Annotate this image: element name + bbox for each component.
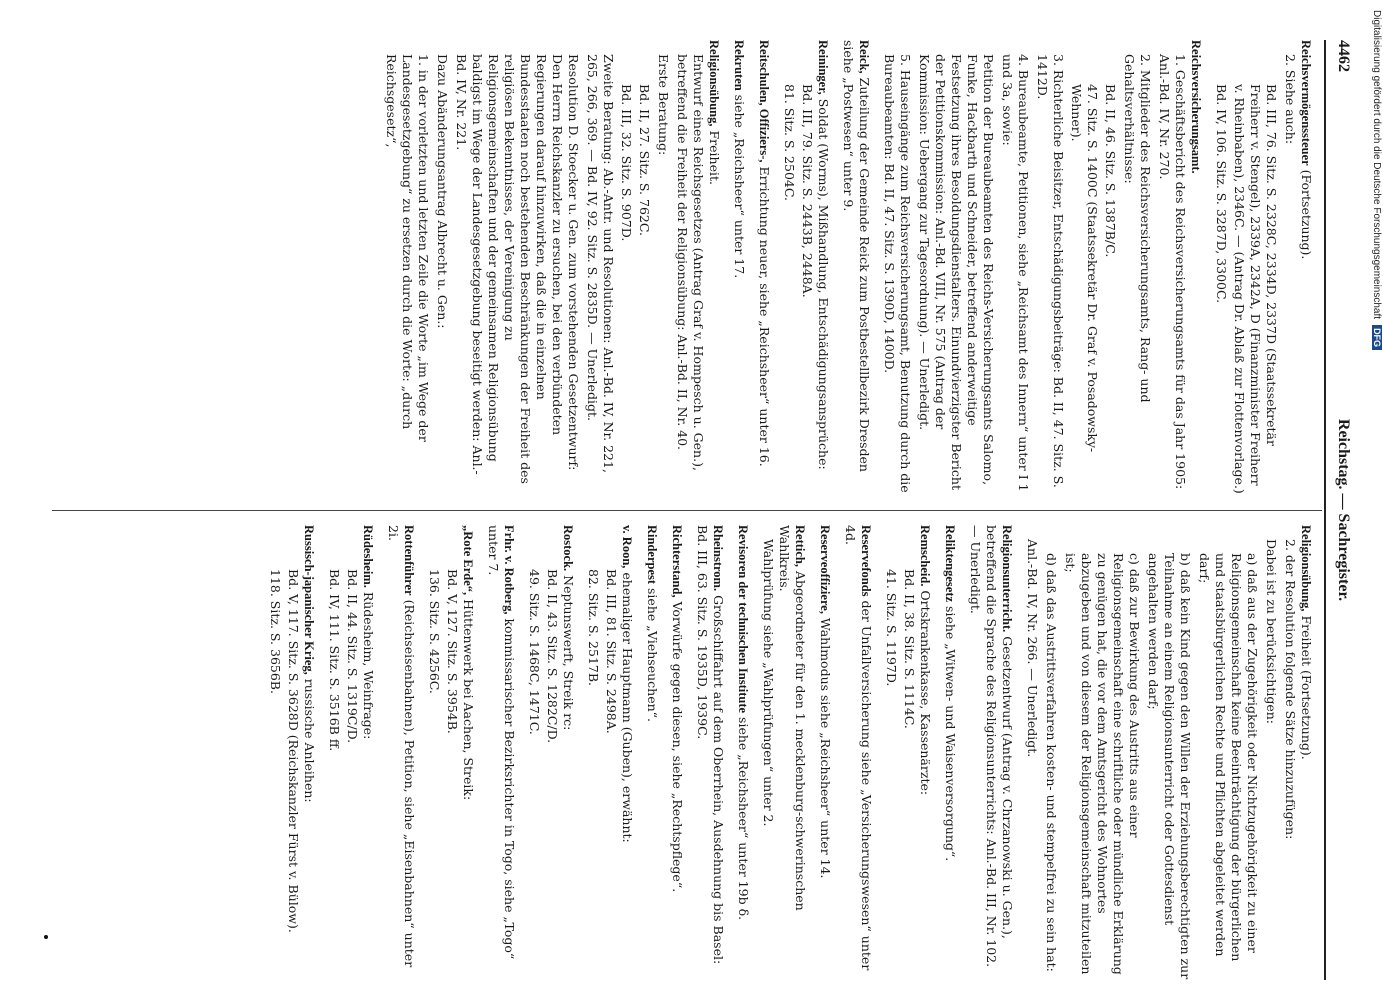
entry-heading-line bbox=[485, 525, 517, 980]
register-entry bbox=[735, 525, 751, 980]
entry-keyword: Religionsübung, bbox=[1299, 525, 1313, 612]
register-entry bbox=[267, 525, 317, 980]
entry-keyword: Revisoren der technischen Institute bbox=[736, 525, 750, 714]
entry-heading-line bbox=[967, 525, 1015, 980]
entry-line: 136. Sitz. S. 4256C. bbox=[427, 569, 442, 694]
entry-description: Neptunswerft, Streik rc: bbox=[561, 571, 576, 731]
entry-heading-line bbox=[694, 525, 726, 980]
entry-line: 81. Sitz. S. 2504C. bbox=[782, 84, 797, 201]
entry-keyword: Religionsunterricht. bbox=[1000, 525, 1014, 633]
register-entry bbox=[731, 40, 747, 495]
register-entry bbox=[585, 525, 635, 980]
entry-line: Bd. III, 32. Sitz. S. 907D. bbox=[619, 84, 634, 242]
dfg-logo-badge: DFG bbox=[1372, 325, 1382, 350]
entry-line: 2. der Resolution folgende Sätze hinzuzufügen: bbox=[1283, 539, 1298, 840]
register-entry bbox=[817, 525, 833, 980]
entry-line: Resolution D. Stoecker u. Gen. zum vorstehenden Gesetzentwurf: Den Herrn Reichskanzler zu ersuchen, bei den verbündeten Regierungen darauf hinzuwirken, daß die in einzelnen Bundesstaaten noch bestehenden Beschränkungen der Freiheit des religiösen Bekenntnisses, der Vereinigung zu Religionsgemeinschaften und der gemeinsamen Religionsübung baldigst im Wege der Landesgesetzgebung beseitigt werden: Anl.-Bd. IV, Nr. 221. bbox=[454, 54, 581, 484]
entry-description: Abgeordneter für den 1. mecklenburg-schwerinschen Wahlkreis. bbox=[777, 525, 808, 911]
entry-heading-line bbox=[776, 525, 808, 980]
column-divider bbox=[52, 510, 1322, 511]
register-entry bbox=[694, 525, 726, 980]
register-entry bbox=[385, 525, 417, 980]
register-page bbox=[40, 40, 1360, 980]
entry-line: c) daß zur Bewirkung des Austritts aus einer Religionsgemeinschaft eine schriftliche oder mündliche Erklärung zu genügen hat, die vor dem Amtsgericht des Wohnortes abzugeben und von diesem der Religionsgemeinschaft mitzuteilen ist; bbox=[1063, 553, 1142, 975]
entry-description: siehe „Reichsheer“ unter 17. bbox=[732, 90, 747, 279]
register-entry bbox=[781, 40, 831, 495]
entry-keyword: Rettich, bbox=[793, 525, 807, 567]
entry-line: Bd. IV, 106. Sitz. S. 3287D, 3300C. bbox=[1214, 84, 1229, 304]
page-number: 4462 bbox=[1335, 40, 1352, 72]
entry-line: Entwurf eines Reichsgesetzes (Antrag Graf v. Hompesch u. Gen.), betreffend die Freiheit der Religionsübung: Anl.-Bd. II, Nr. 40. bbox=[675, 54, 706, 471]
entry-heading-line bbox=[460, 525, 476, 980]
entry-heading-line bbox=[917, 525, 933, 980]
entry-heading-line bbox=[1298, 40, 1314, 495]
entry-line: 47. Sitz. S. 1400C (Staatssekretär Dr. Graf v. Posadowsky-Wehner). bbox=[1069, 84, 1100, 453]
entry-line: Bd. III, 76. Sitz. S. 2328C, 2334D, 2337D (Staatssekretär Freiherr v. Stengel), 2339A, 2342A, D (Finanzminister Freiherr v. Rheinbaben), 2346C. — (Antrag Dr. Ablaß zur Flottenvorlage.) bbox=[1232, 84, 1279, 494]
entry-description: ehemaliger Hauptmann (Guben), erwähnt: bbox=[620, 568, 635, 843]
page-header bbox=[1324, 40, 1360, 980]
entry-line: 82. Sitz. S. 2517B. bbox=[586, 569, 601, 687]
entry-description: siehe „Viehseuchen“. bbox=[645, 584, 660, 723]
entry-heading-line bbox=[619, 525, 635, 980]
entry-keyword: Richterstand, bbox=[670, 525, 684, 598]
entry-heading-line bbox=[301, 525, 317, 980]
register-entry bbox=[644, 525, 660, 980]
entry-keyword: Rüdesheim. bbox=[361, 525, 375, 588]
entry-line: a) daß aus der Zugehörigkeit oder Nichtzugehörigkeit zu einer Religionsgemeinschaft keine Beeinträchtigung der bürgerlichen und staatsbürgerlichen Rechte und Pflichten abgeleitet werden darf; bbox=[1197, 553, 1260, 962]
entry-line: Bd. III, 81. Sitz. S. 2498A. bbox=[604, 569, 619, 734]
entry-description: russische Anleihen: bbox=[302, 674, 317, 803]
entry-description: siehe „Reichsheer“ unter 19b δ. bbox=[736, 713, 751, 921]
register-entry bbox=[840, 40, 872, 495]
entry-heading-line bbox=[644, 525, 660, 980]
entry-line: Bd. II, 38. Sitz. S. 1114C. bbox=[902, 569, 917, 729]
entry-keyword: Frhr. v. Rotberg, bbox=[502, 525, 516, 615]
entry-description: Gesetzentwurf (Antrag v. Chrzanowski u. Gen.), betreffend die Sprache des Religionsunterrichts: Anl.-Bd. III, Nr. 102. — Unerledigt. bbox=[968, 525, 1015, 968]
entry-line: 1. Geschäftsbericht des Reichsversicherungsamts für das Jahr 1905: Anl.-Bd. IV, Nr. 270. bbox=[1157, 54, 1188, 490]
entry-keyword: v. Roon, bbox=[620, 525, 634, 569]
entry-keyword: Reininger, bbox=[816, 40, 830, 95]
entry-keyword: Rottenführer bbox=[402, 525, 416, 596]
entry-line: Bd. IV, 111. Sitz. S. 3516B ff. bbox=[327, 569, 342, 752]
entry-heading-line bbox=[385, 525, 417, 980]
entry-keyword: Reitschulen, Offiziers-, bbox=[757, 40, 771, 163]
entry-heading-line bbox=[560, 525, 576, 980]
register-entry bbox=[526, 525, 576, 980]
register-entry bbox=[1024, 525, 1314, 980]
entry-line: Dabei ist zu berücksichtigen: bbox=[1264, 539, 1279, 725]
register-entry bbox=[326, 525, 376, 980]
entry-description: Freiheit. bbox=[707, 126, 722, 185]
register-entry bbox=[756, 40, 772, 495]
entry-line: Bd. V, 127. Sitz. S. 3954B. bbox=[445, 569, 460, 734]
entry-keyword: Rheinstrom. bbox=[711, 525, 725, 592]
entry-keyword: Reliktengesetz bbox=[943, 525, 957, 603]
entry-description: Freiheit (Fortsetzung). bbox=[1299, 611, 1314, 760]
entry-description: der Unfallversicherung siehe „Versicherungswesen“ unter 4d. bbox=[843, 525, 874, 971]
register-entry bbox=[1213, 40, 1314, 495]
entry-line: Bd. III, 79. Sitz. S. 2443B, 2448A. bbox=[800, 84, 815, 298]
rotated-page-frame bbox=[40, 40, 1360, 980]
entry-line: 2. Siehe auch: bbox=[1283, 54, 1298, 145]
entry-heading-line bbox=[840, 40, 872, 495]
entry-description: Rüdesheim, Weinfrage: bbox=[361, 587, 376, 740]
register-entry bbox=[942, 525, 958, 980]
entry-keyword: Reick, bbox=[857, 40, 871, 74]
entry-description: kommissarischer Bezirksrichter in Togo, siehe „Togo“ unter 7. bbox=[486, 525, 517, 960]
entry-line: 41. Sitz. S. 1197D. bbox=[884, 569, 899, 687]
register-entry bbox=[485, 525, 517, 980]
entry-line: 3. Richterliche Beisitzer, Entschädigungsbeiträge: Bd. II, 47. Sitz. S. 1412D. bbox=[1035, 54, 1066, 488]
register-entry bbox=[426, 525, 476, 980]
entry-line: 1. in der vorletzten und letzten Zeile die Worte „im Wege der Landesgesetzgebung“ zu ersetzen durch die Worte: „durch Reichsgesetz“, bbox=[384, 54, 431, 442]
entry-keyword: Reichsvermögenssteuer bbox=[1299, 40, 1313, 166]
entry-line: 118. Sitz. S. 3656B. bbox=[268, 569, 283, 694]
entry-line: Petition der Bureaubeamten des Reichs-Versicherungsamts Salomo, Funke, Hackbarth und Schneider, betreffend anderweitige Festsetzung ihres Besoldungsdienstalters. Einundvierzigster Bericht der Petitionskommission: Anl.-Bd. VIII, Nr. 575 (Antrag der Kommission: Uebergang zur Tagesordnung). — Unerledigt. bbox=[917, 54, 996, 490]
entry-line: Dazu Abänderungsantrag Albrecht u. Gen.: bbox=[435, 54, 450, 329]
entry-line: 2. Mitglieder des Reichsversicherungsamts, Rang- und Gehaltsverhältnisse: bbox=[1122, 54, 1153, 403]
register-entry bbox=[760, 525, 808, 980]
entry-line: 49. Sitz. S. 1468C, 1471C. bbox=[527, 569, 542, 735]
entry-heading-line bbox=[669, 525, 685, 980]
entry-heading-line bbox=[817, 525, 833, 980]
entry-keyword: Rinderpest bbox=[645, 525, 659, 585]
entry-heading-line bbox=[360, 525, 376, 980]
entry-keyword: Reservefonds bbox=[859, 525, 873, 597]
digitization-credit bbox=[1366, 10, 1382, 990]
entry-description: Hüttenwerk bei Aachen, Streik: bbox=[461, 595, 476, 801]
entry-description: Ortskrankenkasse, Kassenärzte: bbox=[918, 586, 933, 796]
register-entry bbox=[842, 525, 874, 980]
entry-heading-line bbox=[731, 40, 747, 495]
entry-description: Errichtung neuer, siehe „Reichsheer“ unter 16. bbox=[757, 162, 772, 467]
entry-heading-line bbox=[942, 525, 958, 980]
entry-line: Bd. V, 117. Sitz. S. 3628D (Reichskanzler Fürst v. Bülow). bbox=[286, 569, 301, 933]
entry-heading-line bbox=[815, 40, 831, 495]
entry-heading-line bbox=[1298, 525, 1314, 980]
entry-line: b) daß kein Kind gegen den Willen der Erziehungsberechtigten zur Teilnahme an einem Religionsunterricht oder Gottesdienst angehalten werden darf; bbox=[1146, 553, 1193, 980]
entry-line: Bd. II, 27. Sitz. S. 762C. bbox=[637, 84, 652, 236]
register-entry bbox=[669, 525, 685, 980]
entry-description: Zuteilung der Gemeinde Reick zum Postbestellbezirk Dresden siehe „Postwesen“ unter 9. bbox=[841, 40, 872, 472]
entry-description: Großschiffahrt auf dem Oberrhein, Ausdehnung bis Basel: Bd. III, 63. Sitz. S. 1935D, 1939C. bbox=[695, 525, 726, 965]
entry-line: Zweite Beratung: Ab.-Antr. und Resolutionen: Anl.-Bd. IV, Nr. 221, 265, 266, 369. — Bd. IV, 92. Sitz. S. 2835D. — Unerledigt. bbox=[585, 54, 616, 473]
entry-description: (Fortsetzung). bbox=[1299, 165, 1314, 260]
left-column bbox=[54, 40, 1314, 495]
entry-line: d) daß das Austrittsverfahren kosten- und stempelfrei zu sein hat: bbox=[1044, 553, 1059, 972]
entry-description: Wahlmodus siehe „Reichsheer“ unter 14. bbox=[818, 613, 833, 879]
entry-description: (Reichseisenbahnen), Petition, siehe „Eisenbahnen“ unter 2i. bbox=[386, 525, 417, 968]
entry-line: Bd. II, 44. Sitz. S. 1319C/D. bbox=[345, 569, 360, 744]
entry-heading-line bbox=[1188, 40, 1204, 495]
entry-line: Bd. II, 43. Sitz. S. 1282C/D. bbox=[545, 569, 560, 744]
entry-line: Anl.-Bd. IV, Nr. 266. — Unerledigt. bbox=[1025, 539, 1040, 758]
register-entry bbox=[881, 40, 1204, 495]
entry-keyword: Reserveoffiziere, bbox=[818, 525, 832, 614]
entry-heading-line bbox=[706, 40, 722, 495]
entry-description: Vorwürfe gegen diesen, siehe „Rechtspflege“. bbox=[670, 597, 685, 893]
register-entry bbox=[383, 40, 722, 495]
entry-description: siehe „Witwen- und Waisenversorgung“. bbox=[943, 602, 958, 862]
entry-line: 5. Hauseingänge zum Reichsversicherungsamt, Benutzung durch die Bureaubeamten: Bd. II, 47. Sitz. S. 1390D, 1400D. bbox=[882, 54, 913, 493]
entry-keyword: Religionsübung, bbox=[707, 40, 721, 127]
entry-heading-line bbox=[842, 525, 874, 980]
register-entry bbox=[967, 525, 1015, 980]
entry-keyword: Remscheid. bbox=[918, 525, 932, 587]
entry-line: Wahlprüfung siehe „Wahlprüfungen“ unter 2. bbox=[761, 539, 776, 827]
entry-keyword: Reichsversicherungsamt. bbox=[1189, 40, 1203, 174]
credit-text: Digitalisierung gefördert durch die Deutsche Forschungsgemeinschaft bbox=[1371, 10, 1382, 320]
entry-description: Soldat (Worms), Mißhandlung, Entschädigungsansprüche: bbox=[816, 94, 831, 470]
entry-line: Bd. II, 46. Sitz. S. 1387B/C. bbox=[1103, 84, 1118, 258]
entry-heading-line bbox=[735, 525, 751, 980]
entry-keyword: „Rote Erde“, bbox=[461, 525, 475, 596]
entry-keyword: Rekruten bbox=[732, 40, 746, 91]
margin-dot bbox=[44, 935, 48, 939]
entry-line: 4. Bureaubeamte, Petitionen, siehe „Reichsamt des Innern“ unter I 1 und 3a, sowie: bbox=[1000, 54, 1031, 492]
register-entry bbox=[883, 525, 933, 980]
entry-heading-line bbox=[756, 40, 772, 495]
page-title: Reichstag. — Sachregister. bbox=[1335, 418, 1352, 602]
entry-line: Erste Beratung: bbox=[656, 54, 671, 156]
entry-keyword: Rostock. bbox=[561, 525, 575, 572]
entry-keyword: Russisch-japanischer Krieg, bbox=[302, 525, 316, 675]
right-column bbox=[54, 525, 1314, 980]
